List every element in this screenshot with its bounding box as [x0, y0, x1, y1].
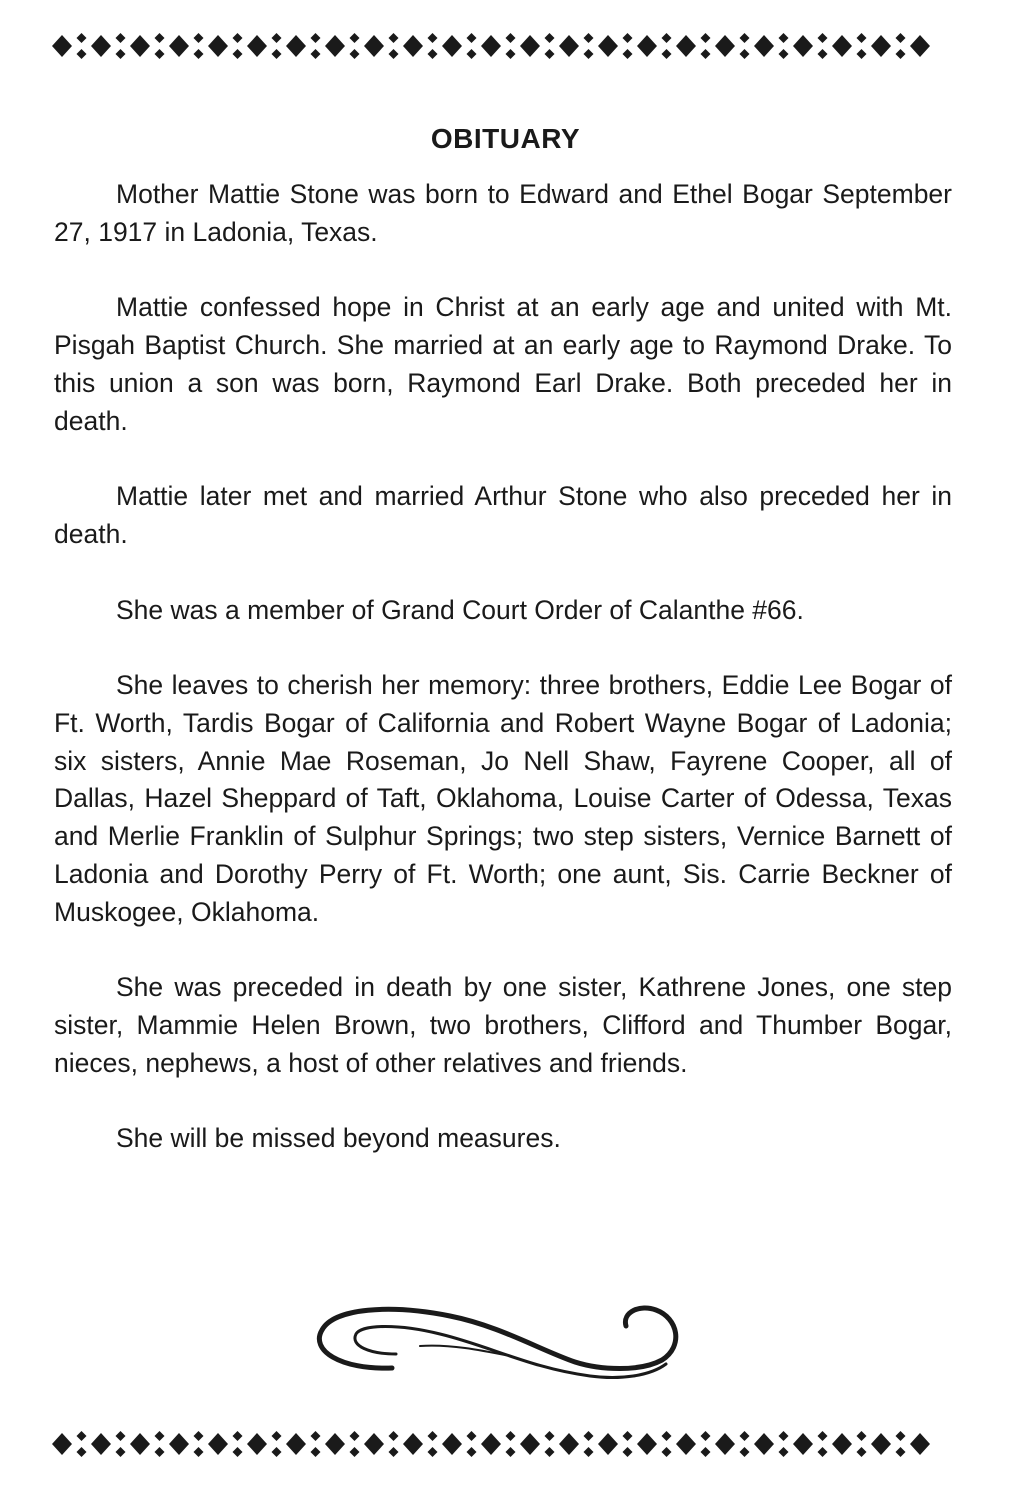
small-diamond-icon	[584, 49, 594, 59]
diamond-icon	[520, 1433, 540, 1455]
paragraph-closing: She will be missed beyond measures.	[116, 1123, 561, 1154]
small-diamond-icon	[428, 1447, 438, 1457]
small-diamond-icon	[155, 1431, 165, 1441]
small-diamond-icon	[428, 49, 438, 59]
diamond-icon	[793, 1433, 813, 1455]
small-diamond-icon	[857, 33, 867, 43]
small-diamond-icon	[779, 33, 789, 43]
small-diamond-icon	[77, 49, 87, 59]
small-diamond-icon	[701, 33, 711, 43]
diamond-icon	[325, 35, 345, 57]
diamond-icon	[871, 1433, 891, 1455]
diamond-icon	[793, 35, 813, 57]
diamond-icon	[52, 35, 72, 57]
small-diamond-icon	[467, 1431, 477, 1441]
small-diamond-icon	[350, 33, 360, 43]
small-diamond-icon	[740, 49, 750, 59]
small-diamond-icon	[818, 1447, 828, 1457]
diamond-icon	[637, 1433, 657, 1455]
small-diamond-icon	[545, 1431, 555, 1441]
small-diamond-icon	[155, 49, 165, 59]
small-diamond-icon	[623, 49, 633, 59]
paragraph-survivors: She leaves to cherish her memory: three brothers, Eddie Lee Bogar of Ft. Worth, Tardis Bogar of California and Robert Wayne Bogar of Ladonia; six sisters, Annie Mae Roseman, Jo Nell Shaw, Fayrene Cooper, all of Dallas, Hazel Sheppard of Taft, Oklahoma, Louise Carter of Odessa, Texas and Merlie Franklin of Sulphur Springs; two step sisters, Vernice Barnett of Ladonia and Dorothy Perry of Ft. Worth; one aunt, Sis. Carrie Beckner of Muskogee, Oklahoma.	[54, 670, 952, 927]
small-diamond-icon	[584, 1447, 594, 1457]
diamond-icon	[598, 35, 618, 57]
diamond-icon	[403, 1433, 423, 1455]
small-diamond-icon	[506, 33, 516, 43]
obituary-title: OBITUARY	[430, 122, 581, 154]
small-diamond-icon	[116, 33, 126, 43]
small-diamond-icon	[350, 49, 360, 59]
diamond-icon	[520, 35, 540, 57]
small-diamond-icon	[623, 33, 633, 43]
small-diamond-icon	[662, 1431, 672, 1441]
small-diamond-icon	[194, 49, 204, 59]
small-diamond-icon	[428, 33, 438, 43]
top-diamond-border	[52, 30, 952, 64]
small-diamond-icon	[194, 33, 204, 43]
small-diamond-icon	[77, 33, 87, 43]
scroll-flourish-icon	[300, 1290, 690, 1400]
small-diamond-icon	[272, 33, 282, 43]
small-diamond-icon	[155, 1447, 165, 1457]
small-diamond-icon	[701, 1431, 711, 1441]
small-diamond-icon	[623, 1447, 633, 1457]
small-diamond-icon	[896, 33, 906, 43]
diamond-icon	[754, 35, 774, 57]
small-diamond-icon	[584, 33, 594, 43]
small-diamond-icon	[818, 33, 828, 43]
small-diamond-icon	[779, 1431, 789, 1441]
diamond-icon	[715, 1433, 735, 1455]
diamond-icon	[169, 1433, 189, 1455]
diamond-border-icon	[52, 1428, 952, 1462]
small-diamond-icon	[857, 49, 867, 59]
small-diamond-icon	[506, 1431, 516, 1441]
diamond-icon	[910, 1433, 930, 1455]
paragraph-preceded: She was preceded in death by one sister, Kathrene Jones, one step sister, Mammie Helen Brown, two brothers, Clifford and Thumber Bogar, nieces, nephews, a host of other relatives and friends.	[54, 972, 952, 1078]
small-diamond-icon	[506, 1447, 516, 1457]
diamond-icon	[676, 35, 696, 57]
small-diamond-icon	[116, 1431, 126, 1441]
small-diamond-icon	[272, 49, 282, 59]
small-diamond-icon	[662, 49, 672, 59]
small-diamond-icon	[77, 1431, 87, 1441]
diamond-icon	[286, 35, 306, 57]
diamond-icon	[208, 35, 228, 57]
small-diamond-icon	[194, 1431, 204, 1441]
small-diamond-icon	[896, 49, 906, 59]
diamond-icon	[598, 1433, 618, 1455]
small-diamond-icon	[662, 33, 672, 43]
small-diamond-icon	[779, 49, 789, 59]
paragraph-membership: She was a member of Grand Court Order of Calanthe #66.	[116, 594, 804, 625]
small-diamond-icon	[116, 49, 126, 59]
bottom-diamond-border	[52, 1428, 952, 1462]
diamond-icon	[247, 35, 267, 57]
small-diamond-icon	[428, 1431, 438, 1441]
small-diamond-icon	[272, 1431, 282, 1441]
paragraph-second-marriage: Mattie later met and married Arthur Stone who also preceded her in death.	[54, 481, 952, 549]
small-diamond-icon	[272, 1447, 282, 1457]
diamond-icon	[52, 1433, 72, 1455]
small-diamond-icon	[896, 1447, 906, 1457]
small-diamond-icon	[467, 33, 477, 43]
small-diamond-icon	[311, 33, 321, 43]
paragraph-faith-marriage: Mattie confessed hope in Christ at an early age and united with Mt. Pisgah Baptist Church. She married at an early age to Raymond Drake. To this union a son was born, Raymond Earl Drake. Both preceded her in death.	[54, 292, 952, 436]
obituary-body	[54, 176, 952, 1196]
diamond-icon	[325, 1433, 345, 1455]
small-diamond-icon	[701, 1447, 711, 1457]
small-diamond-icon	[740, 1447, 750, 1457]
small-diamond-icon	[311, 49, 321, 59]
small-diamond-icon	[662, 1447, 672, 1457]
diamond-icon	[832, 35, 852, 57]
small-diamond-icon	[116, 1447, 126, 1457]
diamond-icon	[364, 35, 384, 57]
small-diamond-icon	[77, 1447, 87, 1457]
diamond-icon	[715, 35, 735, 57]
small-diamond-icon	[779, 1447, 789, 1457]
diamond-border-icon	[52, 30, 952, 64]
diamond-icon	[559, 1433, 579, 1455]
small-diamond-icon	[350, 1431, 360, 1441]
diamond-icon	[208, 1433, 228, 1455]
diamond-icon	[442, 35, 462, 57]
small-diamond-icon	[857, 1431, 867, 1441]
small-diamond-icon	[896, 1431, 906, 1441]
small-diamond-icon	[233, 49, 243, 59]
small-diamond-icon	[194, 1447, 204, 1457]
small-diamond-icon	[818, 49, 828, 59]
diamond-icon	[91, 1433, 111, 1455]
diamond-icon	[637, 35, 657, 57]
diamond-icon	[481, 35, 501, 57]
small-diamond-icon	[233, 1447, 243, 1457]
small-diamond-icon	[467, 49, 477, 59]
small-diamond-icon	[545, 49, 555, 59]
small-diamond-icon	[155, 33, 165, 43]
small-diamond-icon	[506, 49, 516, 59]
small-diamond-icon	[311, 1431, 321, 1441]
diamond-icon	[364, 1433, 384, 1455]
diamond-icon	[832, 1433, 852, 1455]
small-diamond-icon	[701, 49, 711, 59]
small-diamond-icon	[233, 1431, 243, 1441]
small-diamond-icon	[389, 49, 399, 59]
diamond-icon	[559, 35, 579, 57]
diamond-icon	[286, 1433, 306, 1455]
small-diamond-icon	[584, 1431, 594, 1441]
small-diamond-icon	[233, 33, 243, 43]
small-diamond-icon	[389, 1431, 399, 1441]
diamond-icon	[91, 35, 111, 57]
small-diamond-icon	[545, 33, 555, 43]
small-diamond-icon	[389, 1447, 399, 1457]
diamond-icon	[130, 1433, 150, 1455]
small-diamond-icon	[389, 33, 399, 43]
diamond-icon	[130, 35, 150, 57]
diamond-icon	[676, 1433, 696, 1455]
diamond-icon	[403, 35, 423, 57]
paragraph-birth: Mother Mattie Stone was born to Edward and Ethel Bogar September 27, 1917 in Ladonia, Texas.	[54, 179, 952, 247]
small-diamond-icon	[350, 1447, 360, 1457]
small-diamond-icon	[311, 1447, 321, 1457]
small-diamond-icon	[818, 1431, 828, 1441]
diamond-icon	[910, 35, 930, 57]
diamond-icon	[247, 1433, 267, 1455]
small-diamond-icon	[740, 33, 750, 43]
diamond-icon	[754, 1433, 774, 1455]
small-diamond-icon	[545, 1447, 555, 1457]
diamond-icon	[871, 35, 891, 57]
small-diamond-icon	[467, 1447, 477, 1457]
small-diamond-icon	[623, 1431, 633, 1441]
small-diamond-icon	[740, 1431, 750, 1441]
diamond-icon	[481, 1433, 501, 1455]
diamond-icon	[442, 1433, 462, 1455]
diamond-icon	[169, 35, 189, 57]
small-diamond-icon	[857, 1447, 867, 1457]
